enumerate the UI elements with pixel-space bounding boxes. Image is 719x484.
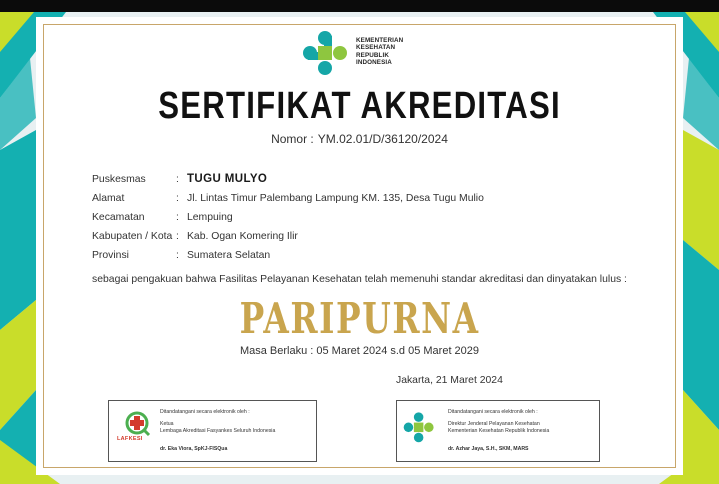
signature-heading: Ditandatangani secara elektronik oleh : xyxy=(448,409,538,415)
place-date: Jakarta, 21 Maret 2024 xyxy=(396,375,503,386)
signature-heading: Ditandatangani secara elektronik oleh : xyxy=(160,409,250,415)
ministry-logo xyxy=(302,30,412,78)
signer-role: Ketua Lembaga Akreditasi Fasyankes Seluruh Indonesia xyxy=(160,421,276,434)
kemenkes-logo-icon xyxy=(302,30,352,78)
kemenkes-small-logo-icon xyxy=(403,411,437,445)
signature-box-lafkesi xyxy=(108,400,317,462)
certificate-number: Nomor : YM.02.01/D/36120/2024 xyxy=(271,132,448,146)
signer-role: Direktur Jenderal Pelayanan Kesehatan Kementerian Kesehatan Republik Indonesia xyxy=(448,421,550,434)
validity-period: Masa Berlaku : 05 Maret 2024 s.d 05 Maret 2029 xyxy=(239,345,480,357)
accreditation-result: PARIPURNA xyxy=(239,294,480,343)
ministry-name: KEMENTERIAN KESEHATAN REPUBLIK INDONESIA xyxy=(356,37,404,67)
certificate-page: KEMENTERIAN KESEHATAN REPUBLIK INDONESIA SERTIFIKAT AKREDITASI Nomor : YM.02.01/D/36120/2024 Puskesmas : TUGU MULYO Alamat : Jl. Lintas Timur Palembang Lampung KM. 135, Desa Tugu Mulio Kecamatan : Lempuing Kabupaten / Kota : Kab. Ogan Komering Ilir Provinsi : Sumatera Selatan sebagai pengakuan bahwa Fasilitas Pelayanan Kesehatan telah memenuhi standar akreditasi dan dinyatakan lulus : PARIPURNA Masa Berlaku : 05 Maret 2024 s.d 05 Maret 2029 Jakarta, 21 Maret 2024 LAFKESI Ditandatangani secara elektronik oleh : Ketua Lembaga Akreditasi Fasyankes Seluruh Indonesia dr. Eka Viora, SpKJ-FISQua Ditandatangani secara elektronik oleh : Direktur Jenderal Pelayanan Kesehatan Kementerian Kesehatan Republik Indonesia dr. Azhar Jaya, S.H., SKM, MARS xyxy=(0,0,719,484)
signer-name: dr. Eka Viora, SpKJ-FISQua xyxy=(160,446,228,452)
accreditation-statement: sebagai pengakuan bahwa Fasilitas Pelayanan Kesehatan telah memenuhi standar akreditasi dan dinyatakan lulus : xyxy=(92,274,627,285)
certificate-title: SERTIFIKAT AKREDITASI xyxy=(158,85,561,127)
lafkesi-label: LAFKESI xyxy=(117,436,143,442)
facility-name: TUGU MULYO xyxy=(187,173,268,185)
signature-box-kemenkes xyxy=(396,400,600,462)
top-black-bar xyxy=(0,0,719,12)
signer-name: dr. Azhar Jaya, S.H., SKM, MARS xyxy=(448,446,529,452)
lafkesi-logo-icon xyxy=(121,411,153,437)
